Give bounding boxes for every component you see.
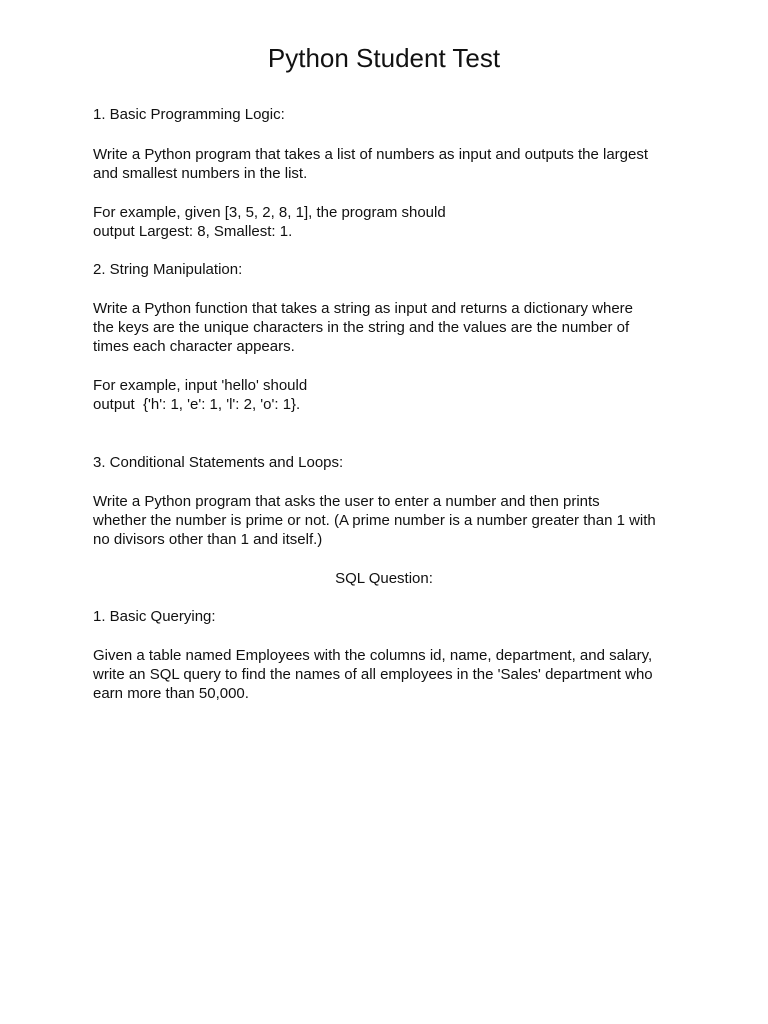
sql-section-1-heading: 1. Basic Querying: — [93, 608, 216, 625]
section-1-example-line: output Largest: 8, Smallest: 1. — [93, 223, 293, 240]
section-2-example-line: For example, input 'hello' should — [93, 377, 308, 394]
section-3-paragraph-line: Write a Python program that asks the user to enter a number and then prints — [93, 493, 600, 510]
sql-section-1-paragraph-line: earn more than 50,000. — [93, 685, 249, 702]
section-3-heading: 3. Conditional Statements and Loops: — [93, 454, 344, 471]
section-2-heading: 2. String Manipulation: — [93, 261, 243, 278]
section-1-paragraph-line: and smallest numbers in the list. — [93, 165, 308, 182]
sql-section-1-paragraph-line: write an SQL query to find the names of all employees in the 'Sales' department who — [93, 666, 653, 683]
section-1-paragraph-line: Write a Python program that takes a list of numbers as input and outputs the largest — [93, 146, 649, 163]
sql-heading: SQL Question: — [335, 570, 433, 587]
section-1-example-line: For example, given [3, 5, 2, 8, 1], the program should — [93, 204, 446, 221]
section-3-paragraph-line: no divisors other than 1 and itself.) — [93, 531, 323, 548]
section-2-paragraph-line: times each character appears. — [93, 338, 295, 355]
section-2-paragraph-line: the keys are the unique characters in the string and the values are the number of — [93, 319, 630, 336]
section-2-example-line: output {'h': 1, 'e': 1, 'l': 2, 'o': 1}. — [93, 396, 301, 413]
section-1-heading: 1. Basic Programming Logic: — [93, 106, 285, 123]
section-2-paragraph-line: Write a Python function that takes a string as input and returns a dictionary where — [93, 300, 634, 317]
section-3-paragraph-line: whether the number is prime or not. (A prime number is a number greater than 1 with — [93, 512, 656, 529]
sql-section-1-paragraph-line: Given a table named Employees with the columns id, name, department, and salary, — [93, 647, 653, 664]
document-title: Python Student Test — [267, 43, 501, 73]
